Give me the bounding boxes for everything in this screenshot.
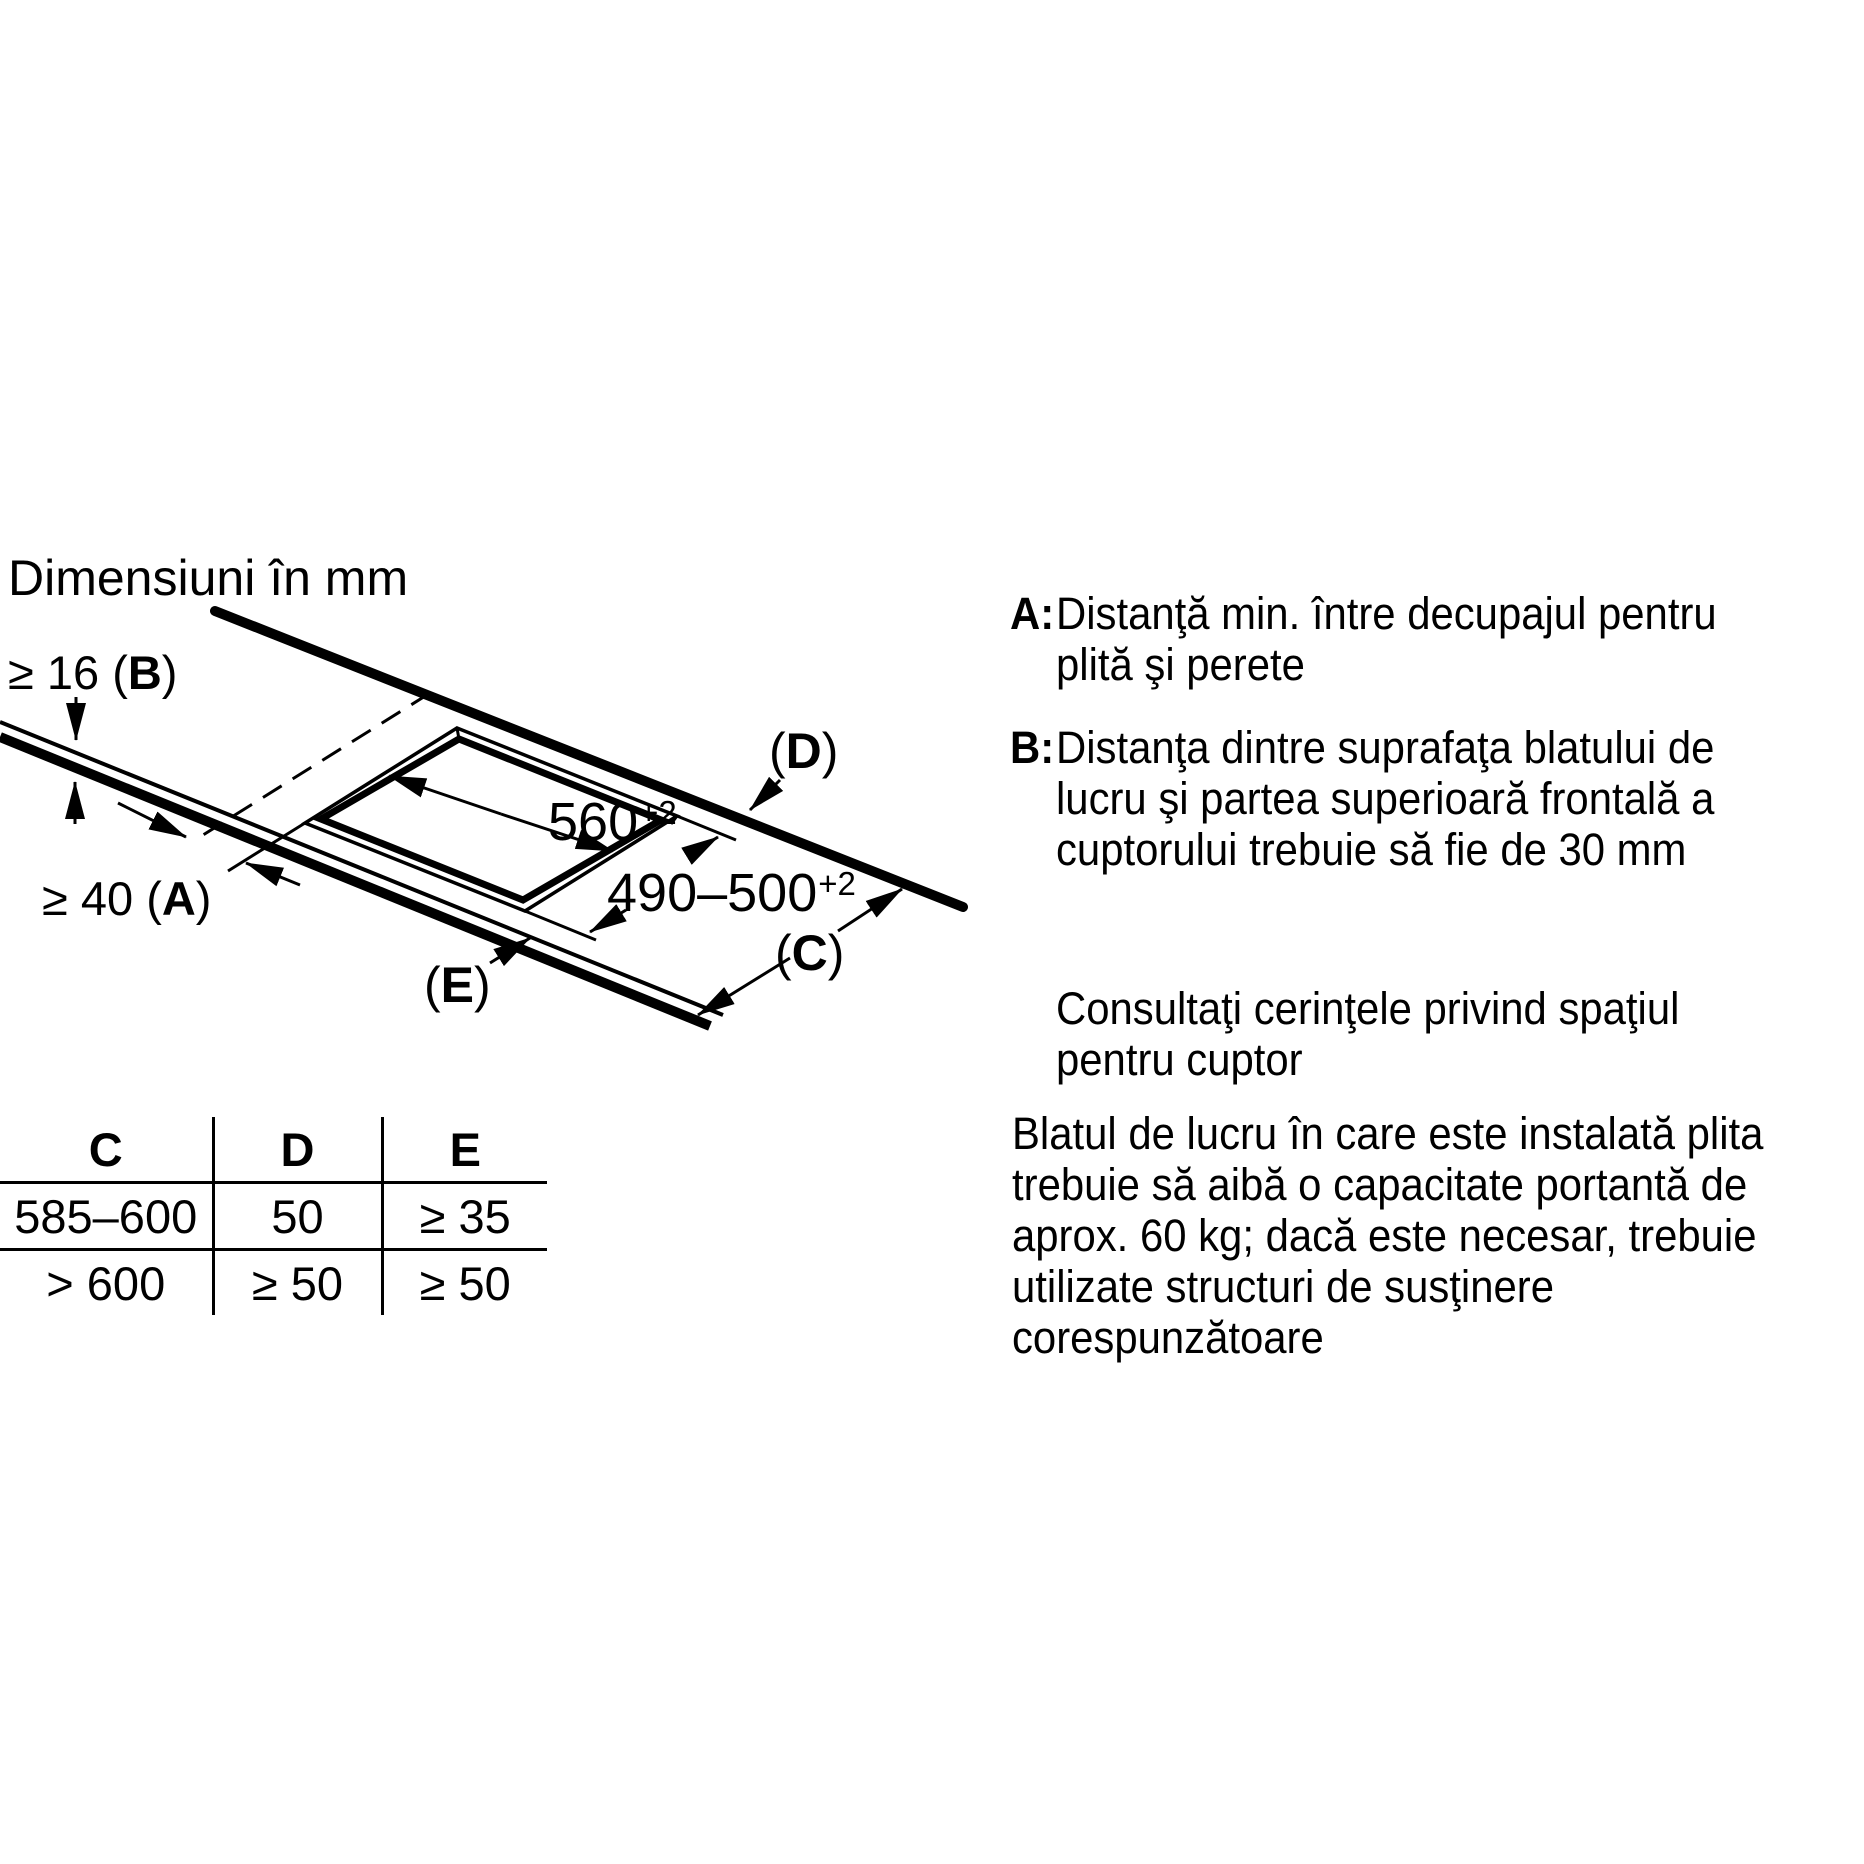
worktop-note-line: aprox. 60 kg; dacă este necesar, trebuie (1012, 1210, 1757, 1261)
label-c-letter: C (791, 925, 828, 981)
label-d-letter: D (785, 723, 822, 779)
label-d-suffix: ) (821, 723, 839, 779)
label-e-suffix: ) (474, 957, 491, 1013)
page-title: Dimensiuni în mm (8, 550, 409, 606)
cutout-width-tolerance: +2 (639, 794, 677, 831)
table-cell: > 600 (46, 1256, 166, 1310)
cutout-width-dimension (548, 791, 676, 853)
cutout-depth-tolerance: +2 (818, 865, 856, 902)
table-cell: ≥ 50 (213, 1250, 382, 1316)
label-e-prefix: ( (424, 957, 441, 1013)
wall-distance-label (42, 871, 211, 926)
label-c (775, 924, 844, 982)
label-d-prefix: ( (769, 723, 786, 779)
thickness-label (8, 645, 177, 700)
legend-item-b-line: cuptorului trebuie să fie de 30 mm (1056, 824, 1687, 875)
legend-item-b-line: Distanţa dintre suprafaţa blatului de (1056, 722, 1715, 773)
label-e (424, 956, 491, 1014)
table-cell: ≥ 35 (382, 1183, 547, 1250)
worktop-note-line: trebuie să aibă o capacitate portantă de (1012, 1159, 1748, 1210)
legend-item-b-line: lucru şi partea superioară frontală a (1056, 773, 1715, 824)
table-header-row (0, 1117, 547, 1183)
worktop-note-line: Blatul de lucru în care este instalată plita (1012, 1108, 1764, 1159)
cutout-depth-value: 490–500 (607, 863, 818, 923)
cutout-depth-dimension (607, 862, 855, 924)
table-cell: 585–600 (0, 1183, 213, 1250)
cutout-width-arrow-left (389, 776, 501, 814)
label-c-suffix: ) (827, 925, 845, 981)
wall-distance-label-letter: A (161, 872, 196, 925)
wall-distance-label-suffix: ) (195, 872, 212, 925)
thickness-label-prefix: ≥ 16 ( (8, 646, 128, 699)
label-d-arrow (750, 780, 780, 810)
cutout-corner-tick-back (457, 728, 459, 739)
worktop-note-line: utilizate structuri de susţinere (1012, 1261, 1554, 1312)
label-e-letter: E (440, 957, 475, 1013)
cutout-front-extension-line (525, 911, 596, 940)
table-header-d: D (213, 1117, 382, 1183)
label-d (769, 722, 838, 780)
wall-distance-arrow-right (246, 863, 300, 885)
table-cell: 50 (213, 1183, 382, 1250)
cutout-depth-arrow-up (687, 837, 718, 856)
dimension-table (0, 1117, 547, 1315)
thickness-label-letter: B (127, 646, 162, 699)
legend-item-a-line: Distanţă min. între decupajul pentru (1056, 588, 1717, 639)
table-row (0, 1183, 547, 1250)
oven-note-line: Consultaţi cerinţele privind spaţiul (1056, 983, 1680, 1034)
legend-item-a-label: A: (1010, 588, 1055, 639)
table-row (0, 1250, 547, 1316)
oven-note-line: pentru cuptor (1056, 1034, 1303, 1085)
cutout-back-extension-line (677, 816, 736, 840)
worktop-note-line: corespunzătoare (1012, 1312, 1324, 1363)
wall-distance-label-prefix: ≥ 40 ( (42, 872, 162, 925)
table-header-e: E (382, 1117, 547, 1183)
legend-item-a-line: plită şi perete (1056, 639, 1305, 690)
table-header-c: C (0, 1117, 213, 1183)
table-cell: ≥ 50 (419, 1256, 511, 1310)
thickness-label-suffix: ) (161, 646, 178, 699)
legend-item-b-label: B: (1010, 722, 1055, 773)
cutout-width-value: 560 (548, 792, 639, 852)
label-c-prefix: ( (775, 925, 792, 981)
